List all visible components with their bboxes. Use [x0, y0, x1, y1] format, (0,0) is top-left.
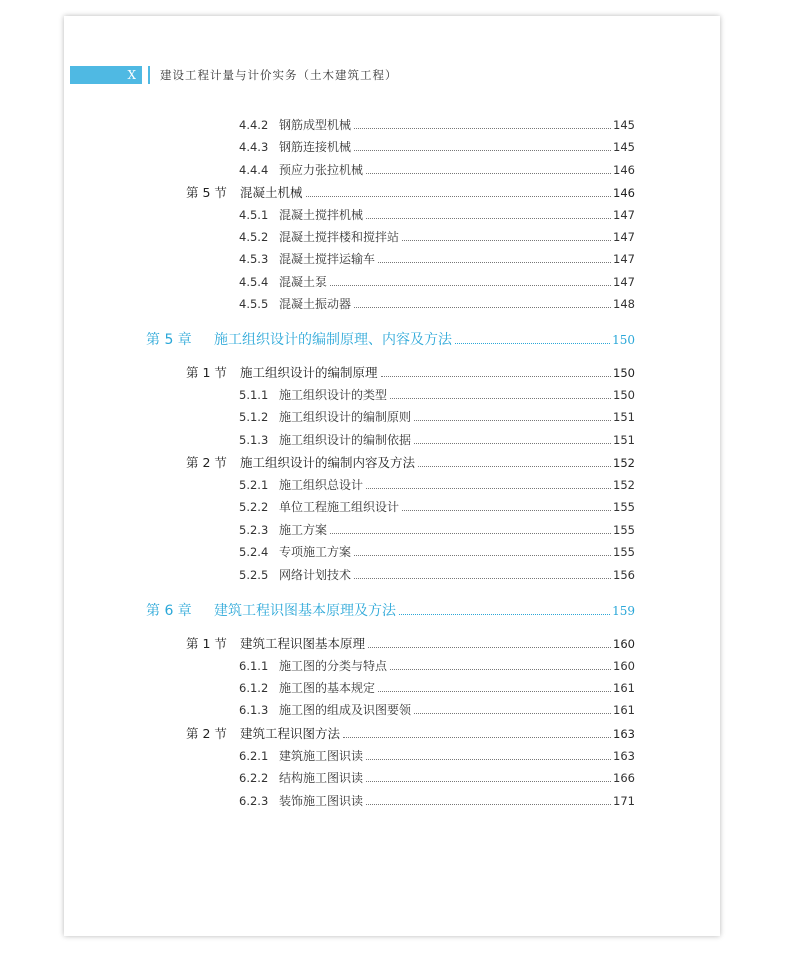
- toc-entry-number: 第 2 节: [186, 726, 227, 741]
- toc-leader-dots: [330, 532, 611, 534]
- toc-entry-number: 5.2.4: [239, 545, 269, 559]
- toc-leader-dots: [414, 712, 611, 714]
- toc-entry-title: 预应力张拉机械: [279, 163, 364, 177]
- toc-subsection-entry[interactable]: [239, 792, 635, 809]
- toc-leader-dots: [402, 239, 611, 241]
- toc-entry-title: 施工方案: [279, 523, 328, 537]
- toc-page-number: 150: [613, 388, 635, 402]
- toc-page-number: 146: [613, 163, 635, 177]
- toc-leader-dots: [366, 172, 611, 174]
- toc-page-number: 160: [613, 659, 635, 673]
- toc-entry-number: 第 6 章: [146, 603, 192, 619]
- toc-entry-title: 单位工程施工组织设计: [279, 500, 400, 514]
- toc-leader-dots: [414, 442, 611, 444]
- toc-section-entry[interactable]: [186, 634, 635, 652]
- toc-entry-title: 装饰施工图识读: [279, 794, 364, 808]
- toc-leader-dots: [306, 195, 612, 197]
- toc-leader-dots: [390, 668, 611, 670]
- toc-entry-title: 施工图的分类与特点: [279, 659, 388, 673]
- toc-subsection-entry[interactable]: [239, 476, 635, 493]
- page-number-tab: [70, 66, 142, 84]
- toc-entry-number: 4.4.2: [239, 118, 269, 132]
- toc-page-number: 155: [613, 545, 635, 559]
- toc-leader-dots: [402, 509, 611, 511]
- toc-entry-title: 建筑工程识图基本原理及方法: [214, 603, 396, 619]
- toc-subsection-entry[interactable]: [239, 769, 635, 786]
- toc-entry-title: 专项施工方案: [279, 545, 352, 559]
- toc-subsection-entry[interactable]: [239, 295, 635, 312]
- toc-leader-dots: [354, 149, 611, 151]
- toc-page-number: 155: [613, 523, 635, 537]
- toc-entry-number: 6.2.2: [239, 771, 269, 785]
- toc-page-number: 145: [613, 140, 635, 154]
- toc-page-number: 145: [613, 118, 635, 132]
- toc-section-entry[interactable]: [186, 363, 635, 381]
- toc-entry-number: 6.1.1: [239, 659, 269, 673]
- toc-subsection-entry[interactable]: [239, 543, 635, 560]
- toc-entry-title: 混凝土搅拌运输车: [279, 252, 376, 266]
- toc-entry-number: 6.1.2: [239, 681, 269, 695]
- toc-entry-title: 施工组织设计的编制原则: [279, 410, 412, 424]
- toc-leader-dots: [354, 127, 611, 129]
- toc-entry-number: 4.5.4: [239, 275, 269, 289]
- toc-subsection-entry[interactable]: [239, 498, 635, 515]
- running-header-title: 建设工程计量与计价实务（土木建筑工程）: [160, 68, 398, 82]
- toc-entry-number: 第 5 章: [146, 332, 192, 348]
- toc-page-number: 161: [613, 703, 635, 717]
- toc-entry-number: 第 1 节: [186, 365, 227, 380]
- toc-page-number: 151: [613, 433, 635, 447]
- toc-entry-title: 施工组织总设计: [279, 478, 364, 492]
- toc-page-number: 147: [613, 230, 635, 244]
- toc-page-number: 148: [613, 297, 635, 311]
- toc-page-number: 159: [612, 604, 635, 618]
- toc-entry-title: 混凝土机械: [240, 185, 303, 200]
- toc-leader-dots: [455, 342, 610, 344]
- toc-section-entry[interactable]: [186, 724, 635, 742]
- toc-entry-title: 混凝土振动器: [279, 297, 352, 311]
- toc-entry-title: 施工组织设计的类型: [279, 388, 388, 402]
- toc-chapter-entry[interactable]: [146, 600, 635, 620]
- toc-chapter-entry[interactable]: [146, 329, 635, 349]
- toc-entry-number: 4.4.3: [239, 140, 269, 154]
- toc-leader-dots: [366, 487, 611, 489]
- page-number: X: [127, 68, 136, 82]
- toc-entry-number: 4.4.4: [239, 163, 269, 177]
- toc-page-number: 146: [613, 186, 635, 200]
- toc-page-number: 147: [613, 275, 635, 289]
- toc-entry-number: 第 2 节: [186, 455, 227, 470]
- toc-page-number: 163: [613, 749, 635, 763]
- toc-page-number: 152: [613, 456, 635, 470]
- toc-page-number: 152: [613, 478, 635, 492]
- toc-entry-number: 4.5.1: [239, 208, 269, 222]
- toc-subsection-entry[interactable]: [239, 747, 635, 764]
- toc-leader-dots: [381, 375, 612, 377]
- toc-subsection-entry[interactable]: [239, 273, 635, 290]
- toc-entry-number: 5.2.3: [239, 523, 269, 537]
- toc-entry-title: 建筑工程识图基本原理: [240, 636, 366, 651]
- toc-entry-number: 第 5 节: [186, 185, 227, 200]
- toc-entry-number: 4.5.2: [239, 230, 269, 244]
- toc-entry-title: 建筑工程识图方法: [240, 726, 341, 741]
- toc-leader-dots: [390, 397, 611, 399]
- toc-subsection-entry[interactable]: [239, 657, 635, 674]
- toc-section-entry[interactable]: [186, 183, 635, 201]
- toc-entry-title: 混凝土搅拌机械: [279, 208, 364, 222]
- toc-leader-dots: [330, 284, 611, 286]
- toc-entry-number: 6.2.1: [239, 749, 269, 763]
- toc-subsection-entry[interactable]: [239, 228, 635, 245]
- toc-leader-dots: [366, 217, 611, 219]
- toc-entry-title: 建筑施工图识读: [279, 749, 364, 763]
- toc-page-number: 161: [613, 681, 635, 695]
- toc-subsection-entry[interactable]: [239, 431, 635, 448]
- toc-entry-title: 施工组织设计的编制依据: [279, 433, 412, 447]
- toc-page-number: 166: [613, 771, 635, 785]
- toc-leader-dots: [378, 690, 611, 692]
- toc-page-number: 163: [613, 727, 635, 741]
- toc-page-number: 150: [613, 366, 635, 380]
- toc-entry-number: 第 1 节: [186, 636, 227, 651]
- toc-entry-number: 6.2.3: [239, 794, 269, 808]
- toc-subsection-entry[interactable]: [239, 521, 635, 538]
- toc-page-number: 156: [613, 568, 635, 582]
- toc-leader-dots: [354, 554, 611, 556]
- toc-entry-title: 施工图的基本规定: [279, 681, 376, 695]
- toc-leader-dots: [366, 780, 611, 782]
- toc-subsection-entry[interactable]: [239, 206, 635, 223]
- toc-leader-dots: [354, 306, 611, 308]
- toc-entry-title: 施工组织设计的编制原理: [240, 365, 378, 380]
- toc-entry-title: 施工图的组成及识图要领: [279, 703, 412, 717]
- toc-subsection-entry[interactable]: [239, 116, 635, 133]
- toc-page-number: 147: [613, 252, 635, 266]
- header-divider: [148, 66, 150, 84]
- toc-page-number: 155: [613, 500, 635, 514]
- toc-subsection-entry[interactable]: [239, 566, 635, 583]
- toc-entry-title: 施工组织设计的编制内容及方法: [240, 455, 416, 470]
- toc-page-number: 147: [613, 208, 635, 222]
- toc-leader-dots: [414, 419, 611, 421]
- toc-leader-dots: [368, 646, 611, 648]
- toc-subsection-entry[interactable]: [239, 161, 635, 178]
- toc-entry-title: 钢筋连接机械: [279, 140, 352, 154]
- toc-entry-number: 5.2.2: [239, 500, 269, 514]
- toc-entry-number: 5.2.5: [239, 568, 269, 582]
- toc-page-number: 150: [612, 333, 635, 347]
- toc-leader-dots: [366, 803, 611, 805]
- toc-entry-number: 4.5.3: [239, 252, 269, 266]
- toc-entry-number: 5.1.1: [239, 388, 269, 402]
- toc-leader-dots: [366, 758, 611, 760]
- toc-entry-number: 4.5.5: [239, 297, 269, 311]
- toc-subsection-entry[interactable]: [239, 250, 635, 267]
- toc-leader-dots: [354, 577, 611, 579]
- toc-entry-title: 钢筋成型机械: [279, 118, 352, 132]
- toc-subsection-entry[interactable]: [239, 138, 635, 155]
- toc-entry-number: 5.2.1: [239, 478, 269, 492]
- toc-entry-number: 6.1.3: [239, 703, 269, 717]
- toc-entry-title: 施工组织设计的编制原理、内容及方法: [214, 332, 452, 348]
- toc-page-number: 151: [613, 410, 635, 424]
- toc-leader-dots: [378, 261, 611, 263]
- toc-page-number: 160: [613, 637, 635, 651]
- toc-subsection-entry[interactable]: [239, 408, 635, 425]
- toc-leader-dots: [399, 613, 610, 615]
- toc-entry-title: 混凝土搅拌楼和搅拌站: [279, 230, 400, 244]
- toc-entry-title: 混凝土泵: [279, 275, 328, 289]
- toc-subsection-entry[interactable]: [239, 701, 635, 718]
- toc-entry-title: 结构施工图识读: [279, 771, 364, 785]
- toc-entry-number: 5.1.2: [239, 410, 269, 424]
- toc-section-entry[interactable]: [186, 453, 635, 471]
- toc-entry-number: 5.1.3: [239, 433, 269, 447]
- toc-subsection-entry[interactable]: [239, 679, 635, 696]
- toc-leader-dots: [343, 736, 611, 738]
- toc-subsection-entry[interactable]: [239, 386, 635, 403]
- toc-leader-dots: [418, 465, 611, 467]
- toc-entry-title: 网络计划技术: [279, 568, 352, 582]
- toc-page-number: 171: [613, 794, 635, 808]
